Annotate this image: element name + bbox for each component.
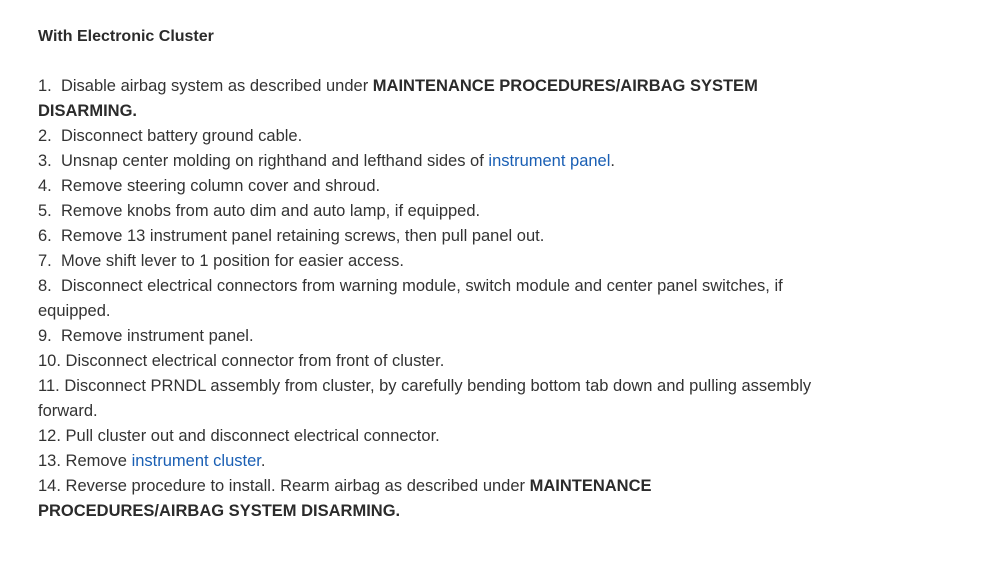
- step-reference-text: MAINTENANCE PROCEDURES/AIRBAG SYSTEM DISARMING.: [38, 477, 652, 520]
- step-text: Disconnect electrical connector from front of cluster.: [65, 352, 445, 370]
- instrument-link[interactable]: instrument panel: [488, 152, 611, 170]
- step-number: 7.: [38, 252, 57, 270]
- procedure-step: [38, 424, 838, 449]
- step-text: Move shift lever to 1 position for easier access.: [60, 252, 404, 270]
- step-number: 5.: [38, 202, 57, 220]
- step-number: 13.: [38, 452, 61, 470]
- procedure-step: [38, 199, 838, 224]
- step-text: Remove steering column cover and shroud.: [60, 177, 381, 195]
- step-number: 10.: [38, 352, 61, 370]
- instrument-link[interactable]: instrument cluster: [131, 452, 261, 470]
- procedure-step: [38, 349, 838, 374]
- procedure-step: [38, 274, 838, 324]
- step-number: 8.: [38, 277, 57, 295]
- step-text: Remove knobs from auto dim and auto lamp, if equipped.: [60, 202, 481, 220]
- section-heading: With Electronic Cluster: [38, 28, 214, 45]
- step-number: 3.: [38, 152, 57, 170]
- procedure-step: [38, 474, 838, 524]
- procedure-step: [38, 324, 838, 349]
- step-text: .: [610, 152, 615, 170]
- step-number: 1.: [38, 77, 57, 95]
- step-number: 4.: [38, 177, 57, 195]
- procedure-step: [38, 174, 838, 199]
- step-text: Pull cluster out and disconnect electrical connector.: [65, 427, 440, 445]
- step-reference-text: MAINTENANCE PROCEDURES/AIRBAG SYSTEM DISARMING.: [38, 77, 758, 120]
- step-number: 14.: [38, 477, 61, 495]
- step-number: 9.: [38, 327, 57, 345]
- step-text: Remove instrument panel.: [60, 327, 254, 345]
- step-number: 12.: [38, 427, 61, 445]
- procedure-step: [38, 249, 838, 274]
- procedure-step: [38, 449, 838, 474]
- step-number: 2.: [38, 127, 57, 145]
- step-text: .: [260, 452, 266, 470]
- step-text: Disconnect PRNDL assembly from cluster, by carefully bending bottom tab down and pulling assembly forward.: [38, 377, 812, 420]
- procedure-step: [38, 124, 838, 149]
- procedure-steps: [38, 74, 838, 524]
- step-text: Remove 13 instrument panel retaining screws, then pull panel out.: [60, 227, 545, 245]
- procedure-step: [38, 149, 838, 174]
- step-text: Disable airbag system as described under: [60, 77, 373, 95]
- procedure-step: [38, 74, 838, 124]
- step-text: Disconnect electrical connectors from warning module, switch module and center panel switches, if equipped.: [38, 277, 783, 320]
- procedure-step: [38, 224, 838, 249]
- procedure-step: [38, 374, 838, 424]
- procedure-content: [38, 24, 838, 524]
- step-text: Remove: [65, 452, 132, 470]
- step-number: 11.: [38, 377, 60, 395]
- step-text: Disconnect battery ground cable.: [60, 127, 303, 145]
- step-number: 6.: [38, 227, 57, 245]
- step-text: Reverse procedure to install. Rearm airbag as described under: [65, 477, 530, 495]
- step-text: Unsnap center molding on righthand and lefthand sides of: [60, 152, 489, 170]
